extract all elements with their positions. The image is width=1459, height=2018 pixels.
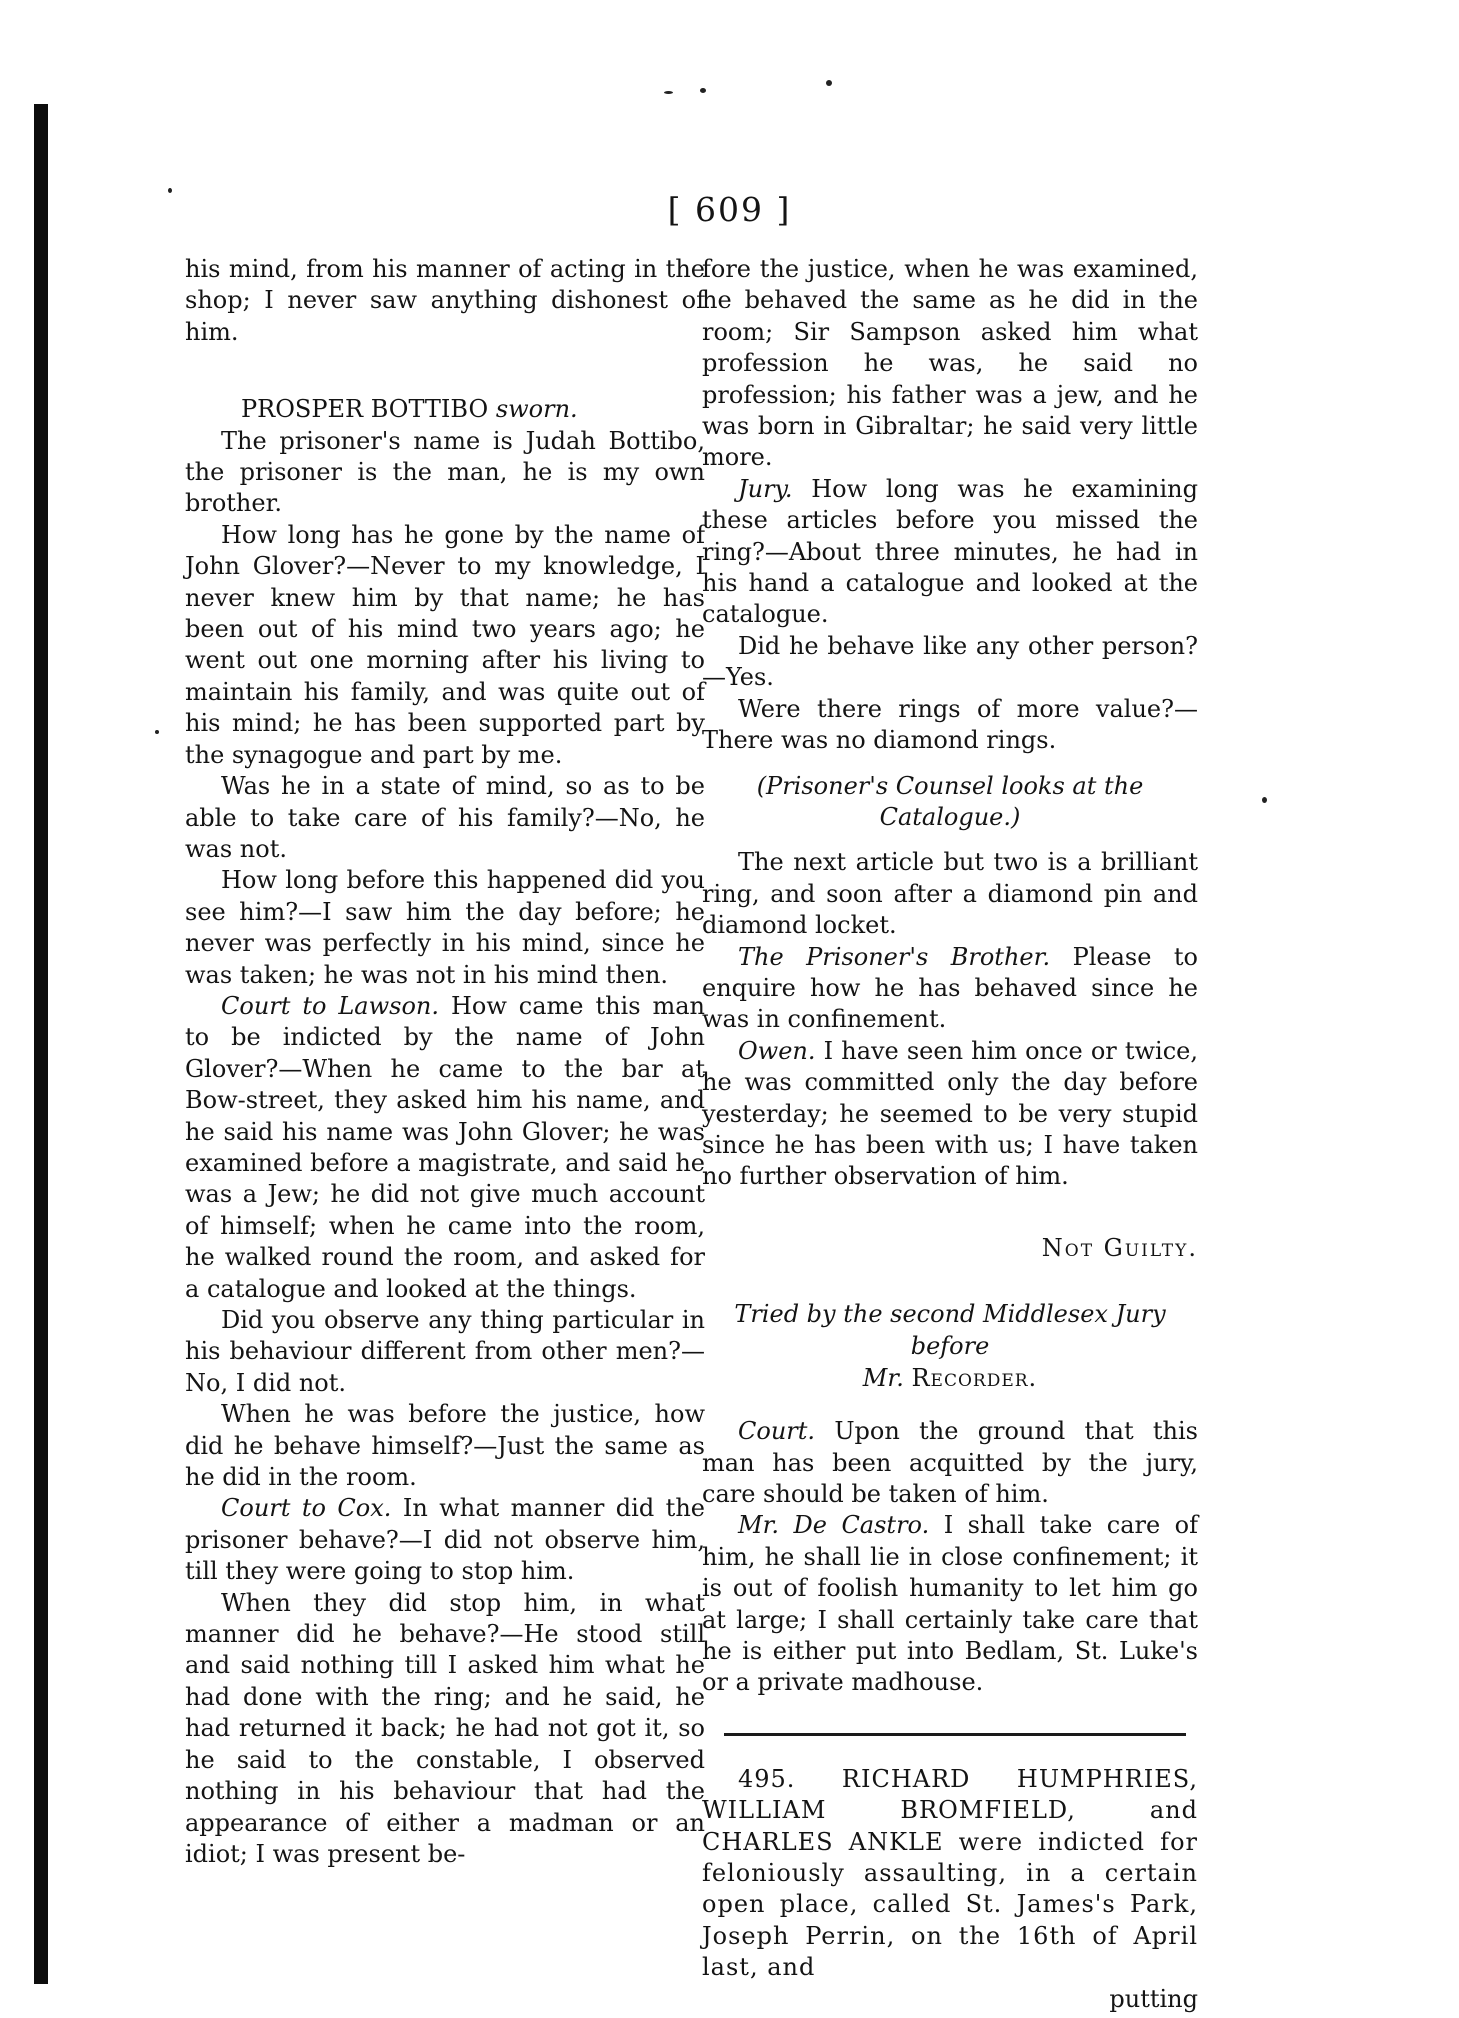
paragraph: How long has he gone by the name of John Glover?—Never to my knowledge, I never knew him by that name; he has been out of his mind two years ago; he went out one morning after his living to maintain his family, and was quite out of his mind; he has been supported part by the synagogue and part by me. xyxy=(185,520,705,769)
speaker: Mr. De Castro. xyxy=(738,1511,930,1540)
jury-mr: Mr. xyxy=(862,1364,904,1393)
stage-direction: (Prisoner's Counsel looks at the Catalogue.) xyxy=(756,771,1144,831)
paragraph: When he was before the justice, how did he behave himself?—Just the same as he did in the room. xyxy=(185,1400,705,1492)
case-heading: 495. RICHARD HUMPHRIES, WILLIAM BROMFIELD, and CHARLES ANKLE were indicted for feloniously assaulting, in a certain open place, called St. James's Park, Joseph Perrin, on the 16th of April last, and xyxy=(702,1764,1198,1982)
speech: In what manner did the prisoner behave?—I did not observe him, till they were going to stop him. xyxy=(185,1494,705,1586)
speaker: Owen. xyxy=(738,1036,816,1065)
right-column xyxy=(702,254,1198,2015)
ink-speck xyxy=(1262,797,1267,803)
ink-speck xyxy=(664,91,673,94)
speaker: Court to Lawson. xyxy=(221,991,439,1020)
paragraph: Were there rings of more value?—There was no diamond rings. xyxy=(702,694,1198,755)
speaker: Court. xyxy=(738,1417,816,1446)
speech: Upon the ground that this man has been acquitted by the jury, care should be taken of him. xyxy=(702,1417,1198,1508)
verdict: Not Guilty. xyxy=(1041,1233,1198,1262)
catchword: putting xyxy=(1109,1984,1198,2013)
paragraph xyxy=(702,1510,1198,1698)
speech: I have seen him once or twice, he was committed only the day before yesterday; he seemed to be very stupid since he has been with us; I have taken no further observation of him. xyxy=(702,1036,1198,1191)
jury-heading xyxy=(702,1298,1198,1394)
paragraph xyxy=(702,1416,1198,1510)
sworn-label: sworn. xyxy=(495,395,578,424)
paragraph xyxy=(185,1493,705,1587)
paragraph: When they did stop him, in what manner did he behave?—He stood still and said nothing till I asked him what he had done with the ring; and he said, he had returned it back; he had not got it, so he said to the constable, I observed nothing in his behaviour that had the appearance of either a madman or an idiot; I was present be- xyxy=(185,1588,705,1868)
jury-line: Tried by the second Middlesex Jury before xyxy=(734,1300,1166,1361)
paragraph: The next article but two is a brilliant ring, and soon after a diamond pin and diamond locket. xyxy=(702,848,1198,940)
page-number: [ 609 ] xyxy=(667,190,792,229)
speech: I shall take care of him, he shall lie in close confinement; it is out of foolish humanity to let him go at large; I shall certainly take care that he is either put into Bedlam, St. Luke's or a private madhouse. xyxy=(702,1511,1198,1697)
paragraph: Was he in a state of mind, so as to be able to take care of his family?—No, he was not. xyxy=(185,772,705,863)
paragraph xyxy=(702,942,1198,1036)
speech: How long was he examining these articles before you missed the ring?—About three minutes, he had in his hand a catalogue and looked at the catalogue. xyxy=(702,474,1198,629)
paragraph: fore the justice, when he was examined, he behaved the same as he did in the room; Sir Sampson asked him what profession he was, he said no profession; his father was a jew, and he was born in Gibraltar; he said very little more. xyxy=(702,255,1198,472)
paragraph xyxy=(185,991,705,1305)
paragraph xyxy=(702,474,1198,631)
paragraph: How long before this happened did you see him?—I saw him the day before; he never was perfectly in his mind, since he was taken; he was not in his mind then. xyxy=(185,866,705,989)
ink-speck xyxy=(700,88,706,93)
ink-speck xyxy=(155,730,159,734)
paragraph: Did you observe any thing particular in his behaviour different from other men?—No, I did not. xyxy=(185,1306,705,1397)
speaker: The Prisoner's Brother. xyxy=(738,942,1051,971)
witness-name: PROSPER BOTTIBO xyxy=(241,395,489,424)
speech: Please to enquire how he has behaved since he was in confinement. xyxy=(702,942,1198,1034)
speech: How came this man to be indicted by the name of John Glover?—When he came to the bar at Bow-street, they asked him his name, and he said his name was John Glover; he was examined before a magistrate, and said he was a Jew; he did not give much account of himself; when he came into the room, he walked round the room, and asked for a catalogue and looked at the things. xyxy=(185,991,705,1303)
ink-speck xyxy=(826,80,832,86)
section-rule xyxy=(724,1733,1186,1736)
speaker: Court to Cox. xyxy=(221,1494,392,1523)
left-column xyxy=(185,254,705,1870)
paragraph: The prisoner's name is Judah Bottibo, the prisoner is the man, he is my own brother. xyxy=(185,426,705,518)
witness-heading xyxy=(185,394,705,425)
page-binding-edge xyxy=(34,104,48,1984)
jury-recorder: Recorder. xyxy=(911,1364,1038,1393)
paragraph: Did he behave like any other person?—Yes. xyxy=(702,631,1198,692)
paragraph: his mind, from his manner of acting in the shop; I never saw anything dishonest of him. xyxy=(185,255,705,346)
paragraph xyxy=(702,1036,1198,1193)
speaker: Jury. xyxy=(738,474,793,503)
